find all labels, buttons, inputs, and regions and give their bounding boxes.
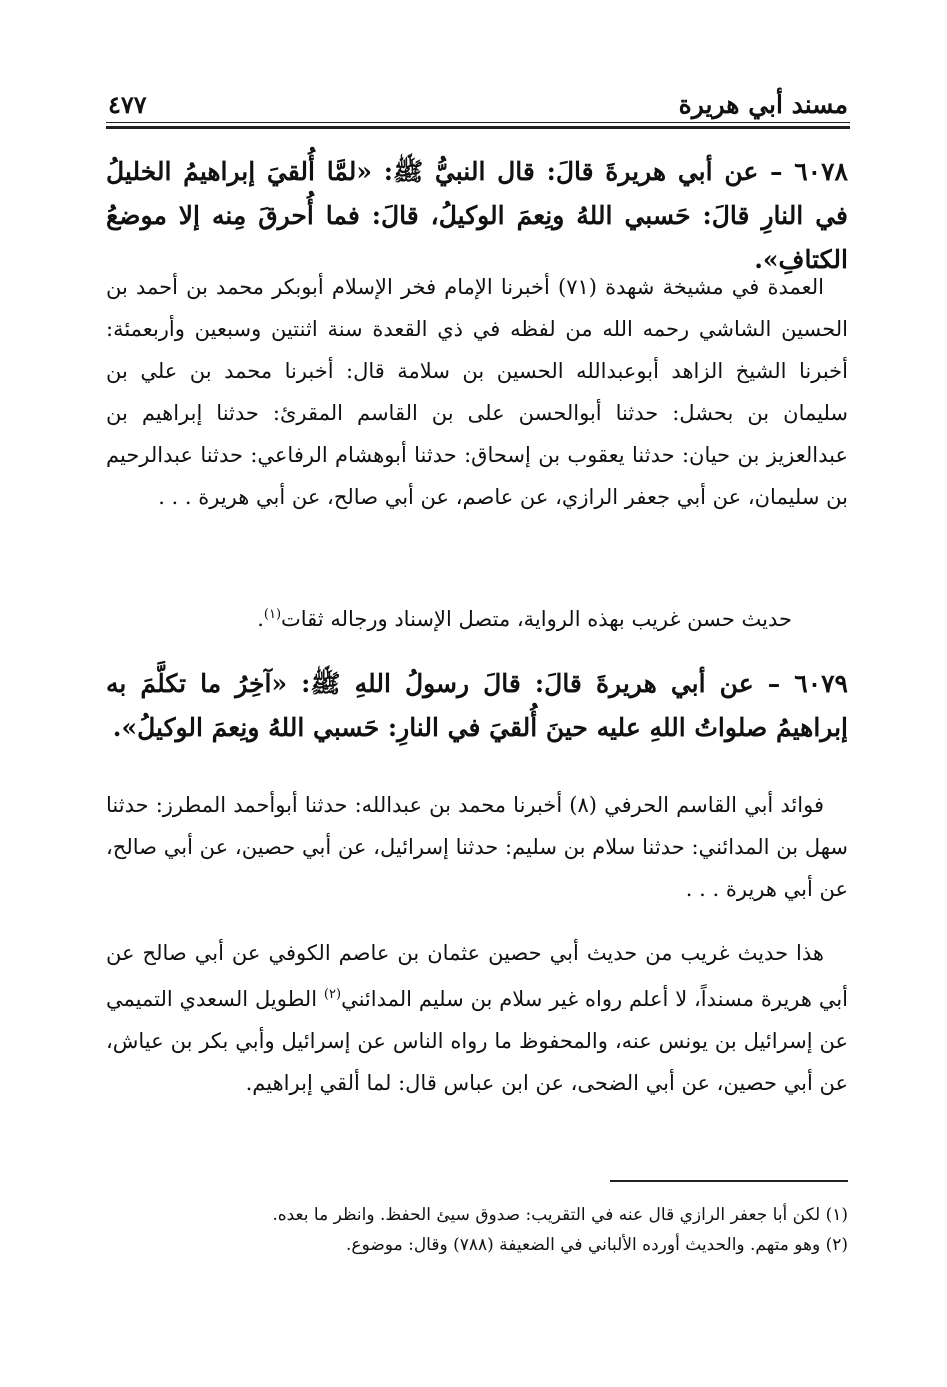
hadith-number: ٦٠٧٩ – [767, 669, 848, 698]
commentary-text-cont: الطويل السعدي التميمي عن إسرائيل بن يونس عنه، والمحفوظ ما رواه الناس عن إسرائيل وأبي بكر بن عياش، عن أبي حصين، عن أبي الضحى، عن ابن عباس قال: لما ألقي إبراهيم. [106, 987, 848, 1095]
footnote-2: (٢) وهو متهم. والحديث أورده الألباني في الضعيفة (٧٨٨) وقال: موضوع. [346, 1235, 848, 1255]
footnote-ref-1: (١) [263, 607, 282, 622]
footnote-rule [610, 1180, 848, 1182]
page-number: ٤٧٧ [108, 89, 147, 119]
grading-end: . [257, 607, 264, 631]
hadith-number: ٦٠٧٨ – [770, 157, 848, 186]
footnote-1: (١) لكن أبا جعفر الرازي قال عنه في التقريب: صدوق سيئ الحفظ. وانظر ما بعده. [272, 1205, 848, 1225]
header-rule-thick [106, 126, 850, 129]
grading-text: حديث حسن غريب بهذه الرواية، متصل الإسناد ورجاله ثقات [281, 607, 792, 631]
commentary-text: هذا حديث غريب من حديث أبي حصين عثمان بن عاصم الكوفي عن أبي صالح عن أبي هريرة مسنداً، لا أعلم رواه غير سلام بن سليم المدائني [106, 941, 849, 1011]
hadith-text: عن أبي هريرةَ قالَ: قال النبيُّ ﷺ: «لمَّا أُلقيَ إبراهيمُ الخليلُ في النارِ قالَ: حَسبي اللهُ ونِعمَ الوكيلُ، قالَ: فما أُحرقَ مِنه إلا موضعُ الكتافِ». [106, 157, 848, 274]
page-header [108, 82, 848, 126]
grading-note [106, 594, 848, 640]
hadith-text: عن أبي هريرةَ قالَ: قالَ رسولُ اللهِ ﷺ: «آخِرُ ما تكلَّمَ به إبراهيمُ صلواتُ اللهِ عليه حينَ أُلقيَ في النارِ: حَسبي اللهُ ونِعمَ الوكيلُ». [106, 669, 848, 742]
commentary-paragraph [106, 932, 848, 1104]
sanad-paragraph-1 [106, 266, 848, 518]
sanad-paragraph-2 [106, 784, 848, 910]
sanad-text: العمدة في مشيخة شهدة (٧١) أخبرنا الإمام فخر الإسلام أبوبكر محمد بن أحمد بن الحسين الشاشي رحمه الله من لفظه في ذي القعدة سنة اثنتين وسبعين وأربعمئة: أخبرنا الشيخ الزاهد أبوعبدالله الحسين بن سلامة قال: أخبرنا محمد بن علي بن سليمان بن بحشل: حدثنا أبوالحسن على بن القاسم المقرئ: حدثنا إبراهيم بن عبدالعزيز بن حيان: حدثنا يعقوب بن إسحاق: حدثنا أبوهشام الرفاعي: حدثنا عبدالرحيم بن سليمان، عن أبي جعفر الرازي، عن عاصم، عن أبي صالح، عن أبي هريرة . . . [106, 275, 848, 509]
footnotes [106, 1200, 848, 1260]
footnote-ref-2: (٢) [323, 987, 342, 1002]
hadith-6078 [106, 150, 848, 282]
running-title: مسند أبي هريرة [678, 89, 848, 119]
sanad-text: فوائد أبي القاسم الحرفي (٨) أخبرنا محمد بن عبدالله: حدثنا أبوأحمد المطرز: حدثنا سهل بن المدائني: حدثنا سلام بن سليم: حدثنا إسرائيل، عن أبي حصين، عن أبي صالح، عن أبي هريرة . . . [106, 793, 848, 901]
hadith-6079 [106, 662, 848, 750]
header-rule [106, 122, 850, 123]
